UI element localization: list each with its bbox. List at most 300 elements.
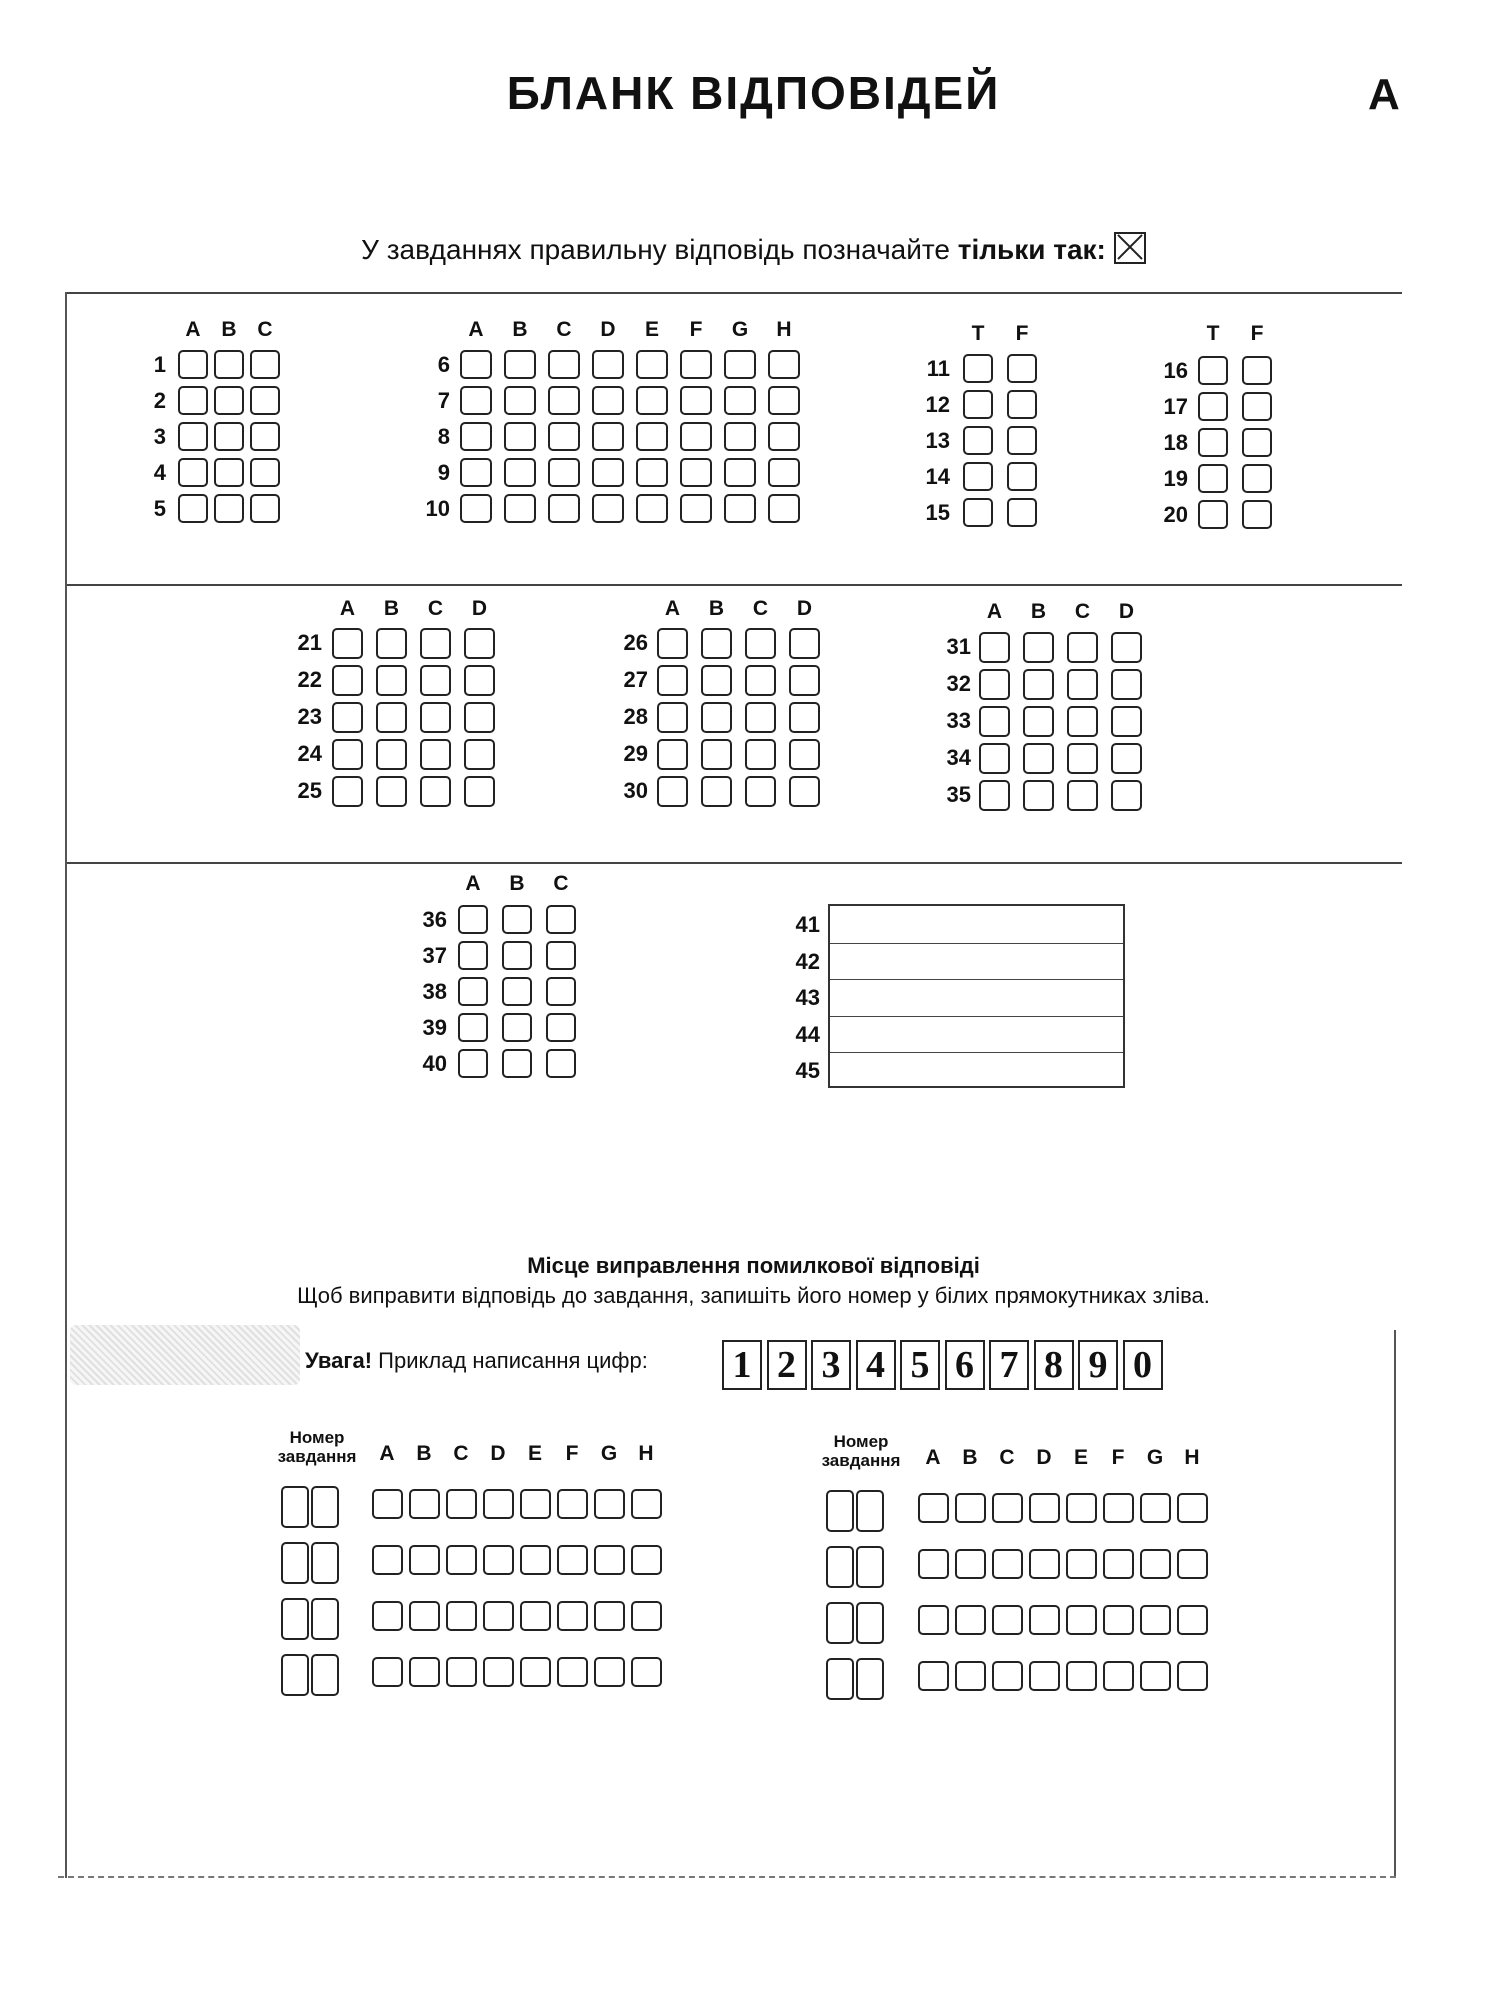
col-header-t: T [971, 322, 985, 345]
answer-box-30-c[interactable] [745, 776, 776, 807]
col-header-f: F [1015, 322, 1029, 345]
task-number-digit-1[interactable] [281, 1654, 309, 1696]
correction-box-a[interactable] [918, 1661, 949, 1691]
section-divider [65, 584, 1402, 586]
correction-box-c[interactable] [446, 1601, 477, 1631]
answer-box-21-d[interactable] [464, 628, 495, 659]
answer-box-22-d[interactable] [464, 665, 495, 696]
answer-box-24-c[interactable] [420, 739, 451, 770]
correction-box-e[interactable] [1066, 1661, 1097, 1691]
answer-box-12-f[interactable] [1007, 390, 1037, 419]
open-answer-separator [830, 979, 1123, 980]
answer-box-25-b[interactable] [376, 776, 407, 807]
correction-box-f[interactable] [1103, 1605, 1134, 1635]
answer-box-37-a[interactable] [458, 941, 488, 970]
answer-box-25-d[interactable] [464, 776, 495, 807]
answer-box-6-c[interactable] [548, 350, 580, 379]
correction-box-g[interactable] [594, 1601, 625, 1631]
correction-box-g[interactable] [1140, 1605, 1171, 1635]
task-number: 12 [925, 392, 950, 417]
correction-box-g[interactable] [594, 1489, 625, 1519]
correction-header-d: D [490, 1442, 506, 1465]
correction-box-b[interactable] [955, 1493, 986, 1523]
col-header-a: A [986, 600, 1003, 623]
answer-box-6-a[interactable] [460, 350, 492, 379]
task-number: 19 [1163, 466, 1188, 491]
answer-box-24-b[interactable] [376, 739, 407, 770]
answer-box-6-e[interactable] [636, 350, 668, 379]
task-number-digit-1[interactable] [826, 1602, 854, 1644]
task-number: 28 [623, 704, 648, 729]
task-number: 44 [795, 1021, 820, 1047]
answer-box-22-b[interactable] [376, 665, 407, 696]
answer-box-38-c[interactable] [546, 977, 576, 1006]
answer-box-13-f[interactable] [1007, 426, 1037, 455]
correction-box-e[interactable] [520, 1489, 551, 1519]
answer-box-32-d[interactable] [1111, 669, 1142, 700]
instruction [0, 232, 1507, 266]
answer-box-4-b[interactable] [214, 458, 244, 487]
answer-box-3-a[interactable] [178, 422, 208, 451]
answer-box-7-g[interactable] [724, 386, 756, 415]
answer-box-17-f[interactable] [1242, 392, 1272, 421]
correction-box-d[interactable] [483, 1489, 514, 1519]
correction-box-e[interactable] [520, 1545, 551, 1575]
task-number: 32 [946, 671, 971, 696]
correction-box-a[interactable] [372, 1489, 403, 1519]
answer-box-3-b[interactable] [214, 422, 244, 451]
correction-box-b[interactable] [955, 1549, 986, 1579]
answer-box-21-c[interactable] [420, 628, 451, 659]
task-number: 27 [623, 667, 648, 692]
task-number: 34 [946, 745, 971, 770]
correction-box-f[interactable] [557, 1545, 588, 1575]
correction-header-f: F [565, 1442, 579, 1465]
answer-box-37-b[interactable] [502, 941, 532, 970]
answer-box-34-c[interactable] [1067, 743, 1098, 774]
correction-box-f[interactable] [557, 1601, 588, 1631]
answer-box-12-t[interactable] [963, 390, 993, 419]
answer-box-10-b[interactable] [504, 494, 536, 523]
digit-example-0: 0 [1123, 1340, 1163, 1390]
task-number: 24 [297, 741, 322, 766]
answer-box-35-a[interactable] [979, 780, 1010, 811]
answer-box-4-c[interactable] [250, 458, 280, 487]
task-number-digit-1[interactable] [826, 1658, 854, 1700]
frame-left-border [65, 292, 67, 1878]
correction-box-f[interactable] [1103, 1493, 1134, 1523]
answer-box-6-f[interactable] [680, 350, 712, 379]
correction-box-f[interactable] [1103, 1549, 1134, 1579]
task-number: 4 [153, 460, 166, 485]
answer-box-33-a[interactable] [979, 706, 1010, 737]
answer-box-32-b[interactable] [1023, 669, 1054, 700]
answer-box-17-t[interactable] [1198, 392, 1228, 421]
task-number-digit-2[interactable] [856, 1602, 884, 1644]
answer-box-35-c[interactable] [1067, 780, 1098, 811]
task-number-digit-2[interactable] [856, 1546, 884, 1588]
answer-box-40-a[interactable] [458, 1049, 488, 1078]
answer-box-33-b[interactable] [1023, 706, 1054, 737]
answer-box-23-c[interactable] [420, 702, 451, 733]
col-header-d: D [1118, 600, 1135, 623]
open-answer-separator [830, 943, 1123, 944]
correction-box-h[interactable] [631, 1601, 662, 1631]
answer-box-20-f[interactable] [1242, 500, 1272, 529]
answer-box-16-t[interactable] [1198, 356, 1228, 385]
task-number: 2 [153, 388, 166, 413]
correction-box-g[interactable] [1140, 1661, 1171, 1691]
correction-box-d[interactable] [1029, 1493, 1060, 1523]
answer-box-18-f[interactable] [1242, 428, 1272, 457]
answer-box-2-c[interactable] [250, 386, 280, 415]
answer-box-11-t[interactable] [963, 354, 993, 383]
answer-box-7-a[interactable] [460, 386, 492, 415]
task-number-digit-2[interactable] [856, 1490, 884, 1532]
answer-box-31-c[interactable] [1067, 632, 1098, 663]
answer-box-29-a[interactable] [657, 739, 688, 770]
col-header-b: B [708, 597, 725, 620]
answer-box-21-a[interactable] [332, 628, 363, 659]
answer-box-10-a[interactable] [460, 494, 492, 523]
answer-box-28-c[interactable] [745, 702, 776, 733]
answer-box-5-a[interactable] [178, 494, 208, 523]
answer-box-4-a[interactable] [178, 458, 208, 487]
correction-box-d[interactable] [1029, 1605, 1060, 1635]
answer-box-21-b[interactable] [376, 628, 407, 659]
answer-box-30-b[interactable] [701, 776, 732, 807]
open-answer-field-44[interactable] [834, 1018, 1119, 1048]
answer-box-6-g[interactable] [724, 350, 756, 379]
task-number: 1 [153, 352, 166, 377]
answer-box-9-h[interactable] [768, 458, 800, 487]
correction-box-c[interactable] [992, 1549, 1023, 1579]
correction-box-b[interactable] [409, 1545, 440, 1575]
answer-box-35-d[interactable] [1111, 780, 1142, 811]
answer-box-19-t[interactable] [1198, 464, 1228, 493]
task-number-digit-1[interactable] [826, 1546, 854, 1588]
variant-label: А [1368, 70, 1400, 119]
answer-box-30-a[interactable] [657, 776, 688, 807]
task-number: 37 [422, 943, 447, 968]
correction-box-h[interactable] [1177, 1605, 1208, 1635]
answer-box-10-h[interactable] [768, 494, 800, 523]
answer-box-16-f[interactable] [1242, 356, 1272, 385]
answer-box-40-c[interactable] [546, 1049, 576, 1078]
open-answer-field-45[interactable] [834, 1054, 1119, 1084]
col-header-b: B [512, 318, 528, 341]
correction-box-d[interactable] [483, 1657, 514, 1687]
task-number: 13 [925, 428, 950, 453]
answer-box-8-e[interactable] [636, 422, 668, 451]
warning-bold: Увага! [305, 1348, 373, 1373]
task-number: 10 [425, 496, 450, 521]
answer-box-20-t[interactable] [1198, 500, 1228, 529]
correction-box-e[interactable] [1066, 1549, 1097, 1579]
open-answer-field-43[interactable] [834, 981, 1119, 1011]
col-header-c: C [427, 597, 444, 620]
frame-bottom-border [58, 1876, 1396, 1878]
answer-box-11-f[interactable] [1007, 354, 1037, 383]
answer-box-34-d[interactable] [1111, 743, 1142, 774]
answer-box-8-b[interactable] [504, 422, 536, 451]
x-mark-example-icon [1114, 232, 1146, 264]
open-answer-field-42[interactable] [834, 945, 1119, 975]
correction-box-h[interactable] [1177, 1549, 1208, 1579]
answer-box-10-d[interactable] [592, 494, 624, 523]
answer-box-15-t[interactable] [963, 498, 993, 527]
answer-box-2-b[interactable] [214, 386, 244, 415]
task-number-digit-1[interactable] [281, 1542, 309, 1584]
answer-box-39-a[interactable] [458, 1013, 488, 1042]
answer-box-36-c[interactable] [546, 905, 576, 934]
correction-box-b[interactable] [409, 1489, 440, 1519]
correction-box-e[interactable] [1066, 1605, 1097, 1635]
answer-box-15-f[interactable] [1007, 498, 1037, 527]
answer-box-38-b[interactable] [502, 977, 532, 1006]
answer-box-23-d[interactable] [464, 702, 495, 733]
correction-box-d[interactable] [1029, 1661, 1060, 1691]
answer-box-7-h[interactable] [768, 386, 800, 415]
task-number: 22 [297, 667, 322, 692]
answer-box-19-f[interactable] [1242, 464, 1272, 493]
answer-box-6-h[interactable] [768, 350, 800, 379]
task-number-digit-1[interactable] [826, 1490, 854, 1532]
correction-box-g[interactable] [1140, 1493, 1171, 1523]
answer-box-9-b[interactable] [504, 458, 536, 487]
answer-box-2-a[interactable] [178, 386, 208, 415]
answer-box-10-e[interactable] [636, 494, 668, 523]
correction-box-c[interactable] [446, 1657, 477, 1687]
correction-box-d[interactable] [483, 1601, 514, 1631]
col-header-e: E [644, 318, 659, 341]
answer-box-8-c[interactable] [548, 422, 580, 451]
answer-box-8-a[interactable] [460, 422, 492, 451]
answer-box-32-a[interactable] [979, 669, 1010, 700]
col-header-c: C [752, 597, 769, 620]
col-header-b: B [509, 872, 525, 895]
correction-box-f[interactable] [1103, 1661, 1134, 1691]
correction-box-f[interactable] [557, 1657, 588, 1687]
answer-box-8-f[interactable] [680, 422, 712, 451]
answer-box-9-c[interactable] [548, 458, 580, 487]
answer-box-28-a[interactable] [657, 702, 688, 733]
correction-box-c[interactable] [446, 1545, 477, 1575]
answer-box-1-b[interactable] [214, 350, 244, 379]
correction-header-h: H [1184, 1446, 1200, 1469]
instruction-emphasis: тільки так: [957, 234, 1106, 265]
col-header-b: B [1030, 600, 1047, 623]
correction-box-f[interactable] [557, 1489, 588, 1519]
answer-box-3-c[interactable] [250, 422, 280, 451]
correction-box-a[interactable] [918, 1605, 949, 1635]
task-number: 45 [795, 1058, 820, 1083]
answer-box-28-b[interactable] [701, 702, 732, 733]
answer-box-35-b[interactable] [1023, 780, 1054, 811]
answer-box-31-b[interactable] [1023, 632, 1054, 663]
answer-box-9-f[interactable] [680, 458, 712, 487]
answer-box-31-a[interactable] [979, 632, 1010, 663]
correction-box-g[interactable] [1140, 1549, 1171, 1579]
answer-box-6-d[interactable] [592, 350, 624, 379]
answer-box-8-d[interactable] [592, 422, 624, 451]
correction-box-a[interactable] [372, 1601, 403, 1631]
answer-box-9-e[interactable] [636, 458, 668, 487]
correction-box-h[interactable] [1177, 1493, 1208, 1523]
task-number-digit-2[interactable] [856, 1658, 884, 1700]
answer-box-7-e[interactable] [636, 386, 668, 415]
task-number-digit-2[interactable] [311, 1486, 339, 1528]
answer-box-7-c[interactable] [548, 386, 580, 415]
task-number: 20 [1163, 502, 1188, 527]
task-number: 11 [926, 356, 950, 381]
task-number-digit-1[interactable] [281, 1486, 309, 1528]
correction-box-d[interactable] [1029, 1549, 1060, 1579]
task-number-digit-2[interactable] [311, 1542, 339, 1584]
answer-box-14-t[interactable] [963, 462, 993, 491]
digit-example-9: 9 [1078, 1340, 1118, 1390]
correction-box-c[interactable] [992, 1605, 1023, 1635]
col-header-a: A [185, 318, 201, 341]
col-header-h: H [776, 318, 792, 341]
correction-box-e[interactable] [520, 1601, 551, 1631]
answer-box-34-a[interactable] [979, 743, 1010, 774]
correction-header-g: G [600, 1442, 618, 1465]
answer-box-8-h[interactable] [768, 422, 800, 451]
col-header-b: B [383, 597, 400, 620]
answer-box-30-d[interactable] [789, 776, 820, 807]
answer-box-22-a[interactable] [332, 665, 363, 696]
answer-box-1-a[interactable] [178, 350, 208, 379]
answer-box-37-c[interactable] [546, 941, 576, 970]
answer-box-34-b[interactable] [1023, 743, 1054, 774]
digit-example-7: 7 [989, 1340, 1029, 1390]
task-number: 42 [795, 948, 820, 974]
warning-text: Приклад написання цифр: [372, 1348, 648, 1373]
answer-box-29-d[interactable] [789, 739, 820, 770]
answer-box-13-t[interactable] [963, 426, 993, 455]
correction-box-h[interactable] [631, 1489, 662, 1519]
task-number: 36 [422, 907, 447, 932]
correction-box-g[interactable] [594, 1545, 625, 1575]
answer-box-39-c[interactable] [546, 1013, 576, 1042]
instruction-text: У завданнях правильну відповідь позначайте [361, 234, 958, 265]
answer-box-25-c[interactable] [420, 776, 451, 807]
answer-box-10-c[interactable] [548, 494, 580, 523]
answer-box-14-f[interactable] [1007, 462, 1037, 491]
answer-box-9-g[interactable] [724, 458, 756, 487]
answer-box-27-b[interactable] [701, 665, 732, 696]
answer-box-25-a[interactable] [332, 776, 363, 807]
correction-box-c[interactable] [446, 1489, 477, 1519]
answer-box-33-d[interactable] [1111, 706, 1142, 737]
task-number-digit-1[interactable] [281, 1598, 309, 1640]
answer-box-26-b[interactable] [701, 628, 732, 659]
correction-box-e[interactable] [520, 1657, 551, 1687]
task-number-digit-2[interactable] [311, 1654, 339, 1696]
correction-box-a[interactable] [918, 1549, 949, 1579]
answer-box-29-c[interactable] [745, 739, 776, 770]
answer-box-31-d[interactable] [1111, 632, 1142, 663]
answer-box-27-d[interactable] [789, 665, 820, 696]
digit-example-4: 4 [856, 1340, 896, 1390]
answer-box-26-d[interactable] [789, 628, 820, 659]
task-number: 38 [422, 979, 447, 1004]
correction-header-h: H [638, 1442, 654, 1465]
correction-box-h[interactable] [631, 1545, 662, 1575]
task-number-digit-2[interactable] [311, 1598, 339, 1640]
answer-box-18-t[interactable] [1198, 428, 1228, 457]
correction-box-b[interactable] [409, 1601, 440, 1631]
correction-box-a[interactable] [918, 1493, 949, 1523]
task-number: 23 [297, 704, 322, 729]
open-answer-field-41[interactable] [834, 908, 1119, 938]
task-number: 14 [925, 464, 950, 489]
answer-box-33-c[interactable] [1067, 706, 1098, 737]
answer-box-6-b[interactable] [504, 350, 536, 379]
task-number: 8 [437, 424, 450, 449]
answer-box-27-c[interactable] [745, 665, 776, 696]
answer-box-40-b[interactable] [502, 1049, 532, 1078]
answer-box-36-b[interactable] [502, 905, 532, 934]
answer-box-24-a[interactable] [332, 739, 363, 770]
answer-box-7-d[interactable] [592, 386, 624, 415]
answer-box-10-f[interactable] [680, 494, 712, 523]
answer-box-27-a[interactable] [657, 665, 688, 696]
correction-box-g[interactable] [594, 1657, 625, 1687]
answer-box-10-g[interactable] [724, 494, 756, 523]
answer-box-8-g[interactable] [724, 422, 756, 451]
correction-header-f: F [1111, 1446, 1125, 1469]
answer-box-7-f[interactable] [680, 386, 712, 415]
correction-box-d[interactable] [483, 1545, 514, 1575]
answer-box-36-a[interactable] [458, 905, 488, 934]
correction-box-h[interactable] [631, 1657, 662, 1687]
answer-box-39-b[interactable] [502, 1013, 532, 1042]
correction-box-b[interactable] [955, 1605, 986, 1635]
answer-box-23-a[interactable] [332, 702, 363, 733]
correction-box-c[interactable] [992, 1493, 1023, 1523]
answer-box-9-d[interactable] [592, 458, 624, 487]
answer-box-7-b[interactable] [504, 386, 536, 415]
correction-box-a[interactable] [372, 1657, 403, 1687]
answer-box-1-c[interactable] [250, 350, 280, 379]
answer-box-38-a[interactable] [458, 977, 488, 1006]
answer-box-24-d[interactable] [464, 739, 495, 770]
correction-box-c[interactable] [992, 1661, 1023, 1691]
digit-example-label [305, 1348, 648, 1374]
correction-box-b[interactable] [409, 1657, 440, 1687]
answer-box-9-a[interactable] [460, 458, 492, 487]
correction-box-e[interactable] [1066, 1493, 1097, 1523]
correction-header-e: E [527, 1442, 542, 1465]
correction-header-g: G [1146, 1446, 1164, 1469]
answer-box-5-b[interactable] [214, 494, 244, 523]
answer-box-32-c[interactable] [1067, 669, 1098, 700]
answer-box-26-a[interactable] [657, 628, 688, 659]
answer-box-22-c[interactable] [420, 665, 451, 696]
answer-box-5-c[interactable] [250, 494, 280, 523]
answer-box-26-c[interactable] [745, 628, 776, 659]
answer-box-28-d[interactable] [789, 702, 820, 733]
correction-box-b[interactable] [955, 1661, 986, 1691]
correction-header-c: C [453, 1442, 469, 1465]
answer-box-29-b[interactable] [701, 739, 732, 770]
answer-box-23-b[interactable] [376, 702, 407, 733]
correction-box-h[interactable] [1177, 1661, 1208, 1691]
col-header-f: F [689, 318, 703, 341]
correction-box-a[interactable] [372, 1545, 403, 1575]
